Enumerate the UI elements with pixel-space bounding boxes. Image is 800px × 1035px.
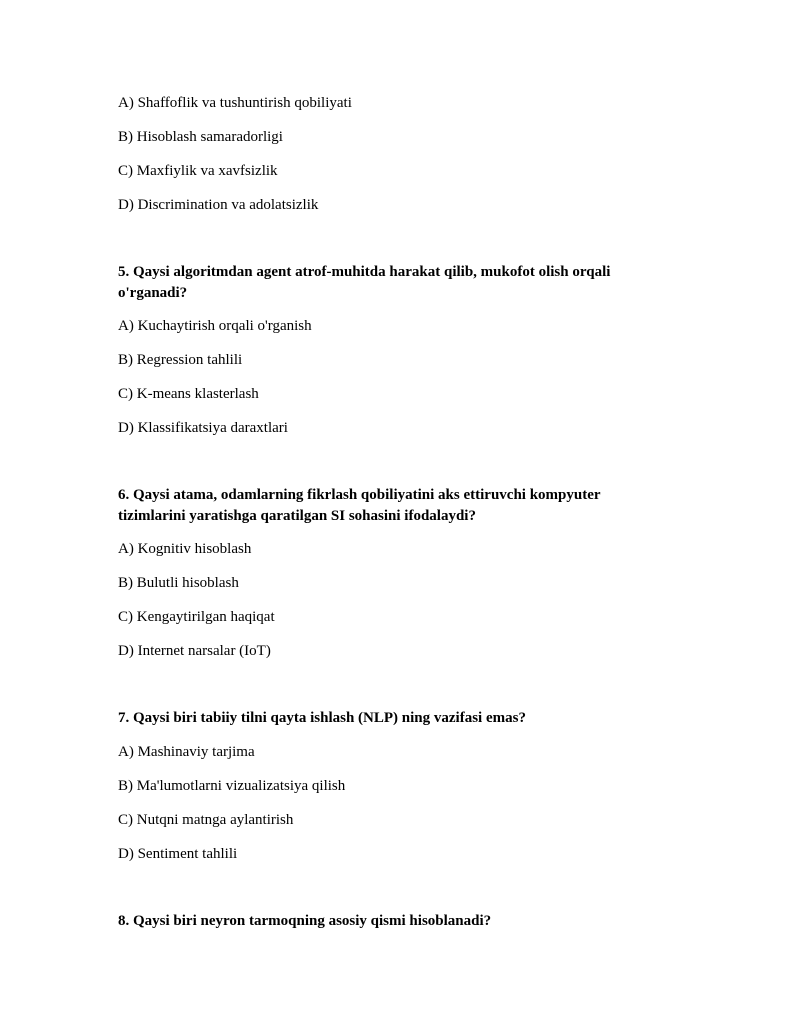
option-6d: D) Internet narsalar (IoT) xyxy=(118,643,271,659)
option-7d: D) Sentiment tahlili xyxy=(118,846,238,862)
option-5c: C) K-means klasterlash xyxy=(118,386,259,402)
question-6-text-line-2: tizimlarini yaratishga qaratilgan SI sohasini ifodalaydi? xyxy=(118,508,476,524)
question-5-text-line-1: 5. Qaysi algoritmdan agent atrof-muhitda harakat qilib, mukofot olish orqali xyxy=(118,264,611,280)
option-4d: D) Discrimination va adolatsizlik xyxy=(118,197,319,213)
option-7a: A) Mashinaviy tarjima xyxy=(118,744,255,760)
option-5b: B) Regression tahlili xyxy=(118,352,243,368)
option-6c: C) Kengaytirilgan haqiqat xyxy=(118,609,275,625)
question-8-text: 8. Qaysi biri neyron tarmoqning asosiy qismi hisoblanadi? xyxy=(118,913,492,929)
option-5d: D) Klassifikatsiya daraxtlari xyxy=(118,420,288,436)
option-7b: B) Ma'lumotlarni vizualizatsiya qilish xyxy=(118,778,346,794)
question-5-text-line-2: o'rganadi? xyxy=(118,285,188,301)
question-6-text-line-1: 6. Qaysi atama, odamlarning fikrlash qobiliyatini aks ettiruvchi kompyuter xyxy=(118,487,601,503)
option-4b: B) Hisoblash samaradorligi xyxy=(118,129,283,145)
option-6b: B) Bulutli hisoblash xyxy=(118,575,239,591)
option-7c: C) Nutqni matnga aylantirish xyxy=(118,812,294,828)
option-4a: A) Shaffoflik va tushuntirish qobiliyati xyxy=(118,95,352,111)
option-4c: C) Maxfiylik va xavfsizlik xyxy=(118,163,278,179)
question-7-text: 7. Qaysi biri tabiiy tilni qayta ishlash (NLP) ning vazifasi emas? xyxy=(118,710,526,726)
option-5a: A) Kuchaytirish orqali o'rganish xyxy=(118,318,312,334)
option-6a: A) Kognitiv hisoblash xyxy=(118,541,252,557)
